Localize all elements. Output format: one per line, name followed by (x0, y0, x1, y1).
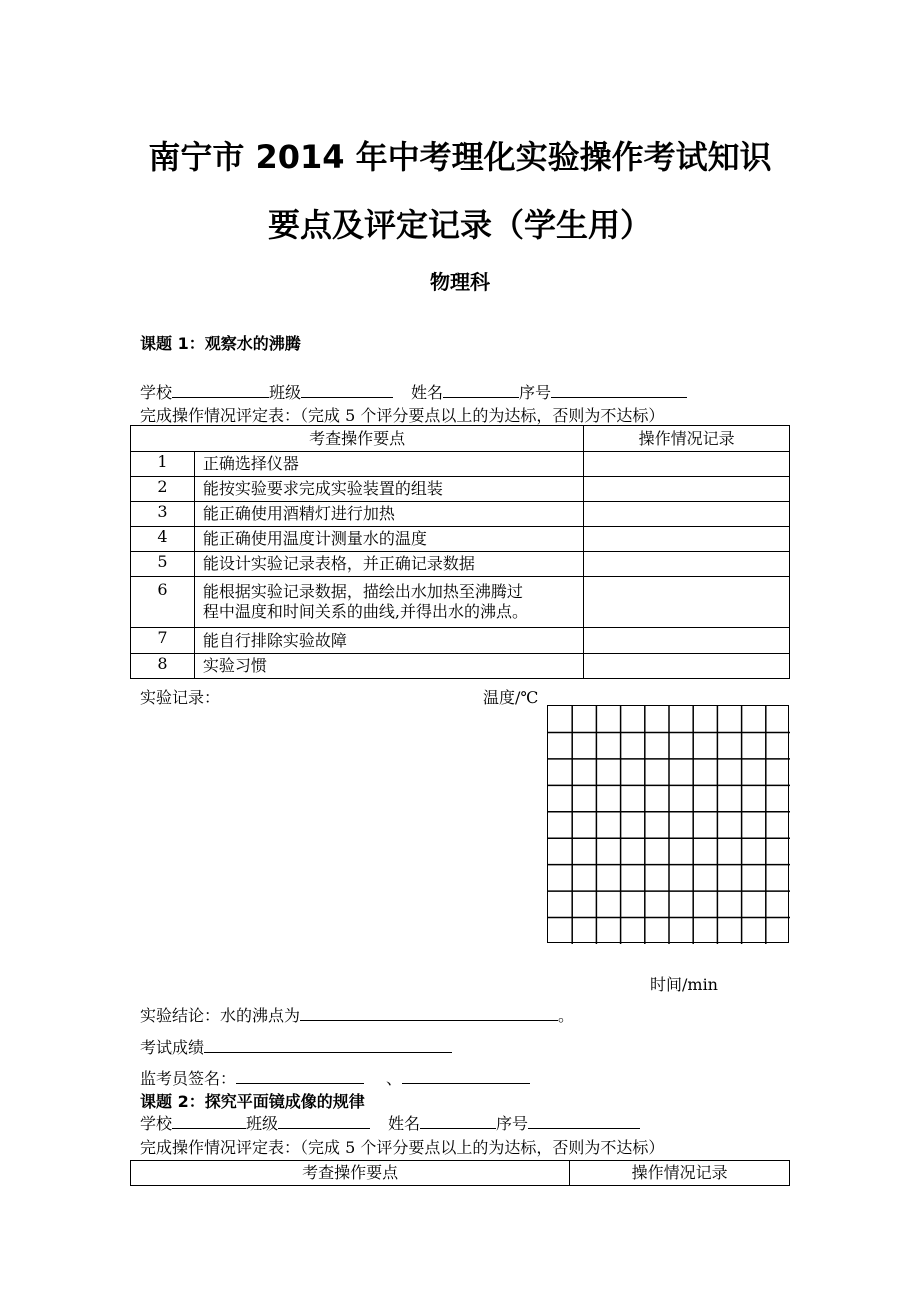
table-row (131, 527, 790, 552)
record-label: 实验记录： (140, 688, 221, 707)
record-cell[interactable] (584, 654, 790, 679)
examiner2-field[interactable] (402, 1067, 530, 1084)
row-text: 能按实验要求完成实验装置的组装 (194, 477, 583, 502)
row-text-line2: 程中温度和时间关系的曲线,并得出水的沸点。 (202, 602, 528, 621)
col-header-points: 考查操作要点 (131, 426, 584, 452)
conclusion-end: 。 (558, 1006, 575, 1025)
score-field[interactable] (204, 1036, 452, 1053)
page-title: 南宁市 2014 年中考理化实验操作考试知识 (148, 138, 772, 176)
record-cell[interactable] (584, 452, 790, 477)
topic2-score-table (130, 1160, 790, 1186)
name-field[interactable] (443, 381, 519, 398)
record-cell[interactable] (584, 552, 790, 577)
name-field[interactable] (420, 1112, 496, 1129)
topic1-heading: 课题 1：观察水的沸腾 (140, 334, 301, 353)
class-field[interactable] (278, 1112, 370, 1129)
row-text (194, 577, 583, 628)
school-field[interactable] (172, 1112, 246, 1129)
row-text: 能设计实验记录表格，并正确记录数据 (194, 552, 583, 577)
examiner-label: 监考员签名： (140, 1069, 237, 1088)
row-text: 能正确使用温度计测量水的温度 (194, 527, 583, 552)
row-text: 正确选择仪器 (194, 452, 583, 477)
seq-field[interactable] (528, 1112, 640, 1129)
seq-label: 序号 (496, 1114, 529, 1133)
row-number: 5 (131, 552, 195, 577)
topic2-info-line (140, 1111, 640, 1134)
x-axis-label: 时间/min (650, 975, 718, 994)
row-text: 实验习惯 (194, 654, 583, 679)
score-label: 考试成绩 (140, 1038, 205, 1057)
topic1-score-table (130, 425, 790, 679)
row-number: 2 (131, 477, 195, 502)
row-text: 能正确使用酒精灯进行加热 (194, 502, 583, 527)
row-text: 能自行排除实验故障 (194, 628, 583, 654)
graph-grid-lines (548, 706, 790, 944)
class-label: 班级 (246, 1114, 279, 1133)
name-label: 姓名 (388, 1114, 421, 1133)
table-row (131, 477, 790, 502)
topic2-heading: 课题 2：探究平面镜成像的规律 (140, 1092, 365, 1111)
boiling-point-field[interactable] (300, 1004, 558, 1021)
record-cell[interactable] (584, 577, 790, 628)
row-number: 1 (131, 452, 195, 477)
school-label: 学校 (140, 1114, 173, 1133)
table-row (131, 628, 790, 654)
topic1-table-caption: 完成操作情况评定表：（完成 5 个评分要点以上的为达标，否则为不达标） (140, 406, 665, 425)
col-header-record: 操作情况记录 (570, 1161, 790, 1186)
score-line (140, 1035, 452, 1058)
class-field[interactable] (301, 381, 393, 398)
row-number: 8 (131, 654, 195, 679)
subject-heading: 物理科 (430, 270, 490, 294)
page-title-line2: 要点及评定记录（学生用） (267, 206, 652, 244)
table-row (131, 552, 790, 577)
y-axis-label: 温度/℃ (483, 688, 539, 707)
seq-label: 序号 (519, 383, 552, 402)
table-row (131, 654, 790, 679)
record-cell[interactable] (584, 628, 790, 654)
examiner-sep: 、 (386, 1069, 403, 1088)
topic1-info-line (140, 380, 687, 403)
col-header-record: 操作情况记录 (584, 426, 790, 452)
graph-grid[interactable] (547, 705, 789, 943)
row-text-line1: 能根据实验记录数据，描绘出水加热至沸腾过 (202, 582, 523, 601)
table-row (131, 502, 790, 527)
col-header-points: 考查操作要点 (131, 1161, 570, 1186)
examiner1-field[interactable] (236, 1067, 364, 1084)
row-number: 4 (131, 527, 195, 552)
class-label: 班级 (269, 383, 302, 402)
topic2-table-caption: 完成操作情况评定表：（完成 5 个评分要点以上的为达标，否则为不达标） (140, 1138, 665, 1157)
table-row (131, 577, 790, 628)
row-number: 7 (131, 628, 195, 654)
conclusion-line (140, 1003, 574, 1026)
record-cell[interactable] (584, 527, 790, 552)
record-cell[interactable] (584, 477, 790, 502)
record-cell[interactable] (584, 502, 790, 527)
table-row (131, 452, 790, 477)
school-label: 学校 (140, 383, 173, 402)
row-number: 6 (131, 577, 195, 628)
seq-field[interactable] (551, 381, 687, 398)
name-label: 姓名 (411, 383, 444, 402)
school-field[interactable] (172, 381, 269, 398)
examiner-line (140, 1066, 530, 1089)
row-number: 3 (131, 502, 195, 527)
conclusion-label: 实验结论：水的沸点为 (140, 1006, 301, 1025)
